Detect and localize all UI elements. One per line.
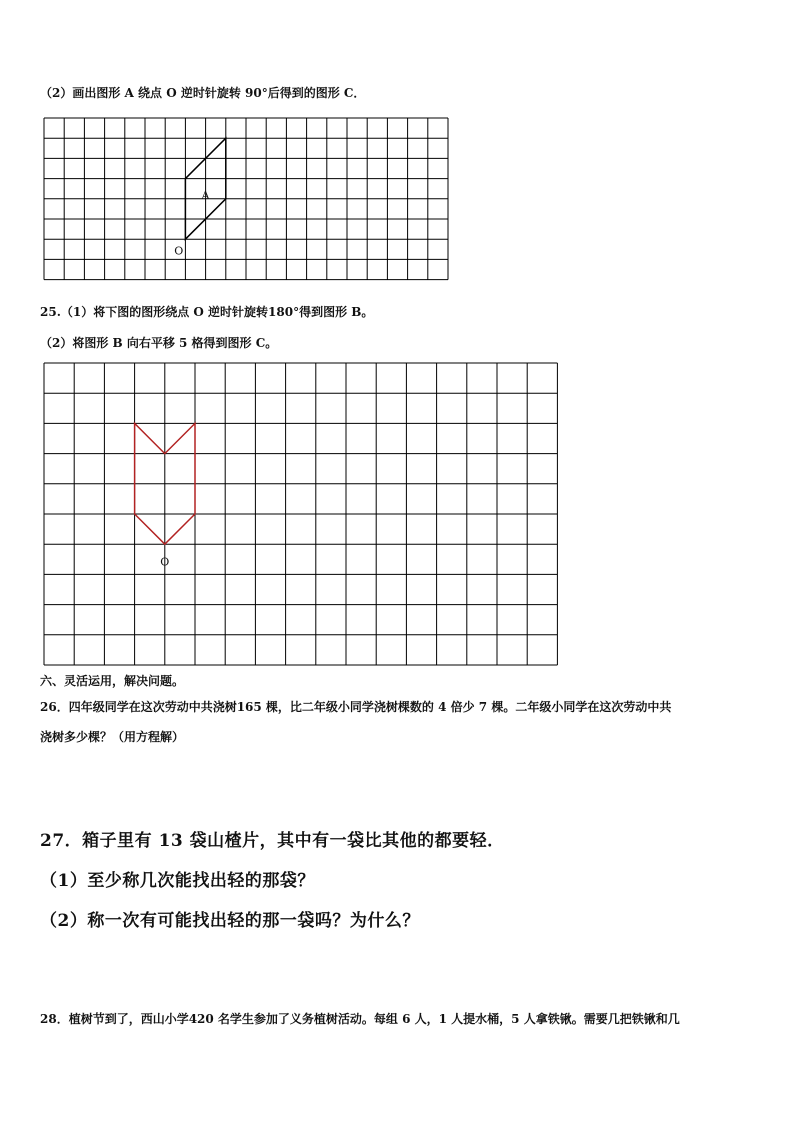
parallelogram-shape-a [185,138,225,239]
q27-text-line3: （2）称一次有可能找出轻的那一袋吗？为什么？ [40,911,420,931]
label-o-grid2: O [160,555,170,569]
grid-1-lines [44,118,448,280]
q26-text-line1: 26．四年级同学在这次劳动中共浇树165 棵，比二年级小同学浇树棵数的 4 倍少 7 棵。二年级小同学在这次劳动中共 [40,700,672,714]
section-6-heading: 六、灵活运用，解决问题。 [40,674,185,688]
q27-text-line1: 27．箱子里有 13 袋山楂片，其中有一袋比其他的都要轻． [40,831,505,851]
arrow-shape [135,423,195,544]
q25-part2-text: （2）将图形 B 向右平移 5 格得到图形 C。 [40,336,278,350]
q28-text-line1: 28．植树节到了，西山小学420 名学生参加了义务植树活动。每组 6 人，1 人提水桶，5 人拿铁锹。需要几把铁锹和几 [40,1012,680,1026]
label-a: A [201,188,210,202]
label-o-grid1: O [174,244,184,258]
q24-part2-text: （2）画出图形 A 绕点 O 逆时针旋转 90°后得到的图形 C． [40,86,366,100]
grid-2-lines [44,363,557,665]
q26-text-line2: 浇树多少棵？（用方程解） [40,730,185,744]
q27-text-line2: （1）至少称几次能找出轻的那袋？ [40,871,315,891]
q25-part1-text: 25.（1）将下图的图形绕点 O 逆时针旋转180°得到图形 B。 [40,305,374,319]
